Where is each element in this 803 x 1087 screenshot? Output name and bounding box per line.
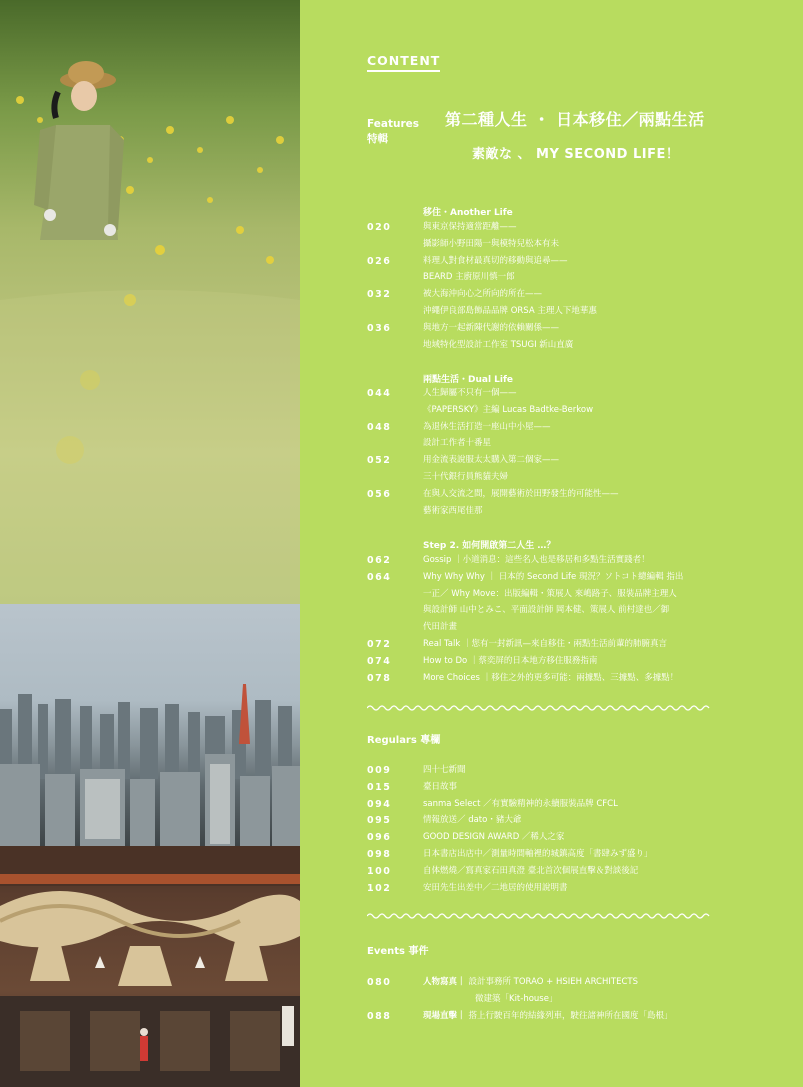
entry-text: 日本書店出店中／測量時間軸裡的城鎮高度「書肆みず盛り」: [423, 849, 653, 859]
toc-entry: [367, 486, 792, 503]
page-number: 074: [367, 655, 392, 667]
entry-category: 現場直擊｜: [423, 1010, 469, 1021]
entry-title: [423, 796, 618, 813]
entry-title: [423, 552, 650, 569]
toc-entry: [367, 269, 792, 286]
entry-text: 在與人交流之間，展開藝術於田野發生的可能性——: [423, 488, 619, 499]
page-number: 098: [367, 849, 392, 860]
toc-entry: [367, 762, 792, 779]
entry-title: [423, 846, 653, 863]
toc-entry: [367, 219, 792, 236]
entry-text: BEARD 主廚原川慎一郎: [423, 272, 515, 283]
page-number: 056: [367, 488, 392, 500]
entry-title: [423, 670, 678, 687]
page-number: 088: [367, 1010, 392, 1022]
entry-title: [423, 991, 557, 1008]
page-number: 044: [367, 388, 392, 399]
toc-entry: [367, 670, 792, 687]
entry-text: 與設計師 山中とみこ、平面設計師 岡本健、策展人 前村達也／御: [423, 605, 670, 616]
wavy-divider: [367, 912, 710, 920]
entry-text: 藝術家西尾佳那: [423, 505, 483, 516]
page-number: 015: [367, 781, 392, 793]
section-heading-move: 移住・Another Life: [423, 208, 513, 218]
entry-text: 為退休生活打造一座山中小屋——: [423, 421, 551, 432]
entry-title: [423, 863, 638, 880]
entry-title: [423, 653, 597, 670]
regulars-heading: Regulars 專欄: [367, 735, 441, 746]
content-heading: CONTENT: [367, 53, 440, 72]
entry-text: 臺日故事: [423, 781, 458, 792]
toc-entry: [367, 779, 792, 796]
page-number: 036: [367, 322, 392, 334]
toc-entry: [367, 337, 792, 354]
features-label-zh: 特輯: [367, 133, 388, 145]
table-of-contents-panel: [300, 0, 803, 1087]
toc-entry: [367, 402, 792, 419]
entry-title: [423, 303, 597, 320]
toc-entry: [367, 863, 792, 880]
entry-title: [423, 402, 593, 419]
page-number: 020: [367, 222, 392, 233]
entry-title: [423, 253, 568, 270]
entry-text: GOOD DESIGN AWARD ／稀人之家: [423, 832, 565, 843]
entry-category: 人物寫真｜: [423, 977, 469, 987]
section-heading-step2: Step 2. 如何開啟第二人生 …？: [423, 541, 556, 551]
toc-entry: [367, 569, 792, 586]
entry-title: [423, 812, 521, 829]
photo-tokyo-skyline: [0, 604, 300, 846]
entry-text: More Choices ｜移住之外的更多可能：兩據點、三據點、多據點！: [423, 672, 679, 683]
toc-entry: [367, 619, 792, 636]
entry-title: [423, 602, 669, 619]
entry-title: [423, 236, 559, 253]
page-number: 095: [367, 815, 392, 827]
entry-text: 安田先生出差中／二地居的使用說明書: [423, 882, 568, 893]
entry-title: [423, 569, 683, 586]
entry-title: [423, 503, 483, 520]
entry-title: [423, 779, 457, 796]
entry-text: 料理人對食材最真切的移動與追尋——: [423, 255, 568, 266]
page-number: 102: [367, 882, 392, 894]
entry-text: 四十七新聞: [423, 765, 466, 775]
entry-text: 代田計畫: [423, 622, 458, 633]
section-heading-dual-life: 兩點生活・Dual Life: [423, 375, 514, 385]
entry-title: [423, 469, 508, 486]
toc-entry: [367, 829, 792, 846]
toc-entry: [367, 636, 792, 653]
entry-text: Real Talk ｜您有一封新訊—來自移住・兩點生活前輩的肺腑真言: [423, 639, 668, 649]
page-number: 064: [367, 571, 392, 583]
entry-text: 攝影師小野田陽一與模特兒松本有未: [423, 238, 560, 249]
entry-title: [423, 486, 619, 503]
entry-title: [423, 320, 559, 337]
entry-text: How to Do ｜蔡奕屏的日本地方移住服務指南: [423, 655, 598, 666]
toc-entry: [367, 653, 792, 670]
entry-title: [423, 219, 517, 236]
page-number: 032: [367, 289, 392, 301]
toc-entry: [367, 1008, 792, 1025]
entry-text: sanma Select ／有實驗精神的永續服裝品牌 CFCL: [423, 798, 618, 809]
entry-title: [423, 880, 568, 897]
entry-title: [423, 636, 667, 653]
page-number: 100: [367, 865, 392, 877]
page-number: 094: [367, 798, 392, 810]
toc-entry: [367, 236, 792, 253]
entry-text: 沖繩伊良部島飾品品牌 ORSA 主理人下地華惠: [423, 306, 597, 316]
page-number: 048: [367, 421, 392, 433]
events-heading: Events 事件: [367, 946, 429, 957]
feature-main-title: 第二種人生 ・ 日本移住／兩點生活: [445, 110, 705, 129]
entry-text: 人生歸屬不只有一個——: [423, 388, 517, 398]
flower-field-illustration: [0, 0, 300, 604]
entry-text: 與地方一起新陳代謝的依賴關係——: [423, 322, 560, 333]
toc-entry: [367, 469, 792, 486]
entry-text: Why Why Why ｜ 日本的 Second Life 現況？ソトコト總編輯 指出: [423, 571, 684, 582]
page-number: 052: [367, 455, 392, 467]
entry-title: [423, 269, 515, 286]
page-number: 026: [367, 255, 392, 267]
entry-title: [423, 419, 551, 436]
entry-title: [423, 974, 638, 991]
toc-entry: [367, 452, 792, 469]
entry-text: 自体燃燒／寫真家石田真澄 臺北首次個展直擊＆對談後記: [423, 865, 639, 876]
toc-entry: [367, 880, 792, 897]
page-number: 078: [367, 672, 392, 684]
toc-entry: [367, 253, 792, 270]
entry-text: 用金流表說服太太購入第二個家——: [423, 455, 560, 466]
entry-text: 微建築「Kit-house」: [475, 993, 558, 1004]
entry-title: [423, 452, 559, 469]
toc-entry: [367, 552, 792, 569]
features-label: [367, 117, 419, 147]
toc-entry: [367, 435, 792, 452]
entry-text: 三十代銀行員熊貓夫婦: [423, 472, 509, 482]
page-number: 062: [367, 555, 392, 566]
toc-entry: [367, 991, 792, 1008]
entry-text: 地域特化型設計工作室 TSUGI 新山直廣: [423, 339, 574, 350]
photo-column: [0, 0, 300, 1087]
page-number: 072: [367, 639, 392, 650]
toc-entry: [367, 385, 792, 402]
city-illustration: [0, 604, 300, 846]
entry-text: 被大海沖向心之所向的所在——: [423, 289, 543, 300]
toc-entry: [367, 812, 792, 829]
wavy-divider: [367, 704, 710, 712]
toc-entry: [367, 586, 792, 603]
entry-title: [423, 762, 466, 779]
photo-izumo-shrine-shimenawa: [0, 846, 300, 1087]
feature-sub-title: 素敵な 、 MY SECOND LIFE！: [472, 147, 680, 162]
toc-entry: [367, 303, 792, 320]
shrine-illustration: [0, 846, 300, 1087]
toc-entry: [367, 974, 792, 991]
entry-text: 與東京保持適當距離——: [423, 222, 517, 232]
entry-text: 搭上行駛百年的結緣列車，駛往諸神所在國度「島根」: [468, 1010, 673, 1021]
toc-entry: [367, 602, 792, 619]
entry-title: [423, 619, 457, 636]
entry-title: [423, 586, 677, 603]
entry-text: 一正／ Why Move：出版編輯・策展人 來嶋路子、服裝品牌主理人: [423, 588, 677, 599]
entry-title: [423, 435, 491, 452]
toc-entry: [367, 286, 792, 303]
page-number: 096: [367, 832, 392, 844]
entry-text: 情報放送／ dato・豬大爺: [423, 815, 522, 826]
toc-entry: [367, 320, 792, 337]
entry-text: Gossip ｜小道消息：這些名人也是移居和多點生活實踐者！: [423, 555, 650, 565]
toc-entry: [367, 796, 792, 813]
toc-entry: [367, 419, 792, 436]
entry-title: [423, 385, 517, 402]
entry-title: [423, 286, 542, 303]
entry-text: 設計事務所 TORAO + HSIEH ARCHITECTS: [468, 977, 638, 987]
entry-title: [423, 829, 564, 846]
page-number: 009: [367, 765, 392, 776]
entry-text: 設計工作者十番星: [423, 438, 492, 449]
entry-title: [423, 1008, 672, 1025]
toc-entry: [367, 846, 792, 863]
toc-entry: [367, 503, 792, 520]
page-number: 080: [367, 977, 392, 988]
features-label-en: Features: [367, 118, 419, 130]
entry-title: [423, 337, 573, 354]
photo-woman-in-flower-field: [0, 0, 300, 604]
entry-text: 《PAPERSKY》主編 Lucas Badtke-Berkow: [423, 404, 594, 415]
